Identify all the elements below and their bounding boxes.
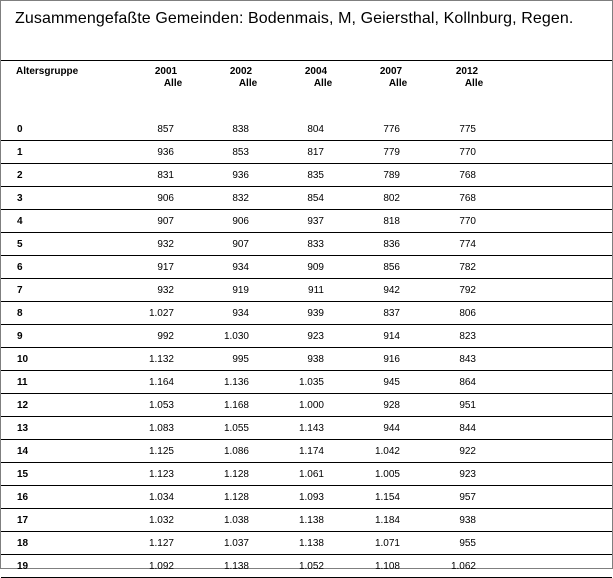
- value-cell: 909: [307, 262, 324, 273]
- value-cell: 804: [307, 124, 324, 135]
- column-header-sub: Alle: [464, 78, 484, 89]
- value-cell: 1.092: [148, 561, 174, 572]
- age-group-cell: 14: [17, 446, 29, 457]
- value-cell: 907: [157, 216, 174, 227]
- value-cell: 1.071: [374, 538, 400, 549]
- value-cell: 1.168: [223, 400, 249, 411]
- value-cell: 1.123: [148, 469, 174, 480]
- value-cell: 919: [232, 285, 249, 296]
- table-row: [1, 463, 612, 486]
- value-cell: 1.035: [298, 377, 324, 388]
- value-cell: 854: [307, 193, 324, 204]
- value-cell: 1.128: [223, 469, 249, 480]
- table-row: [1, 394, 612, 417]
- value-cell: 1.127: [148, 538, 174, 549]
- value-cell: 917: [157, 262, 174, 273]
- value-cell: 1.052: [298, 561, 324, 572]
- value-cell: 1.062: [450, 561, 476, 572]
- value-cell: 942: [383, 285, 400, 296]
- value-cell: 836: [383, 239, 400, 250]
- value-cell: 1.038: [223, 515, 249, 526]
- value-cell: 906: [157, 193, 174, 204]
- value-cell: 1.174: [298, 446, 324, 457]
- column-header-2012: [437, 66, 497, 90]
- value-cell: 1.034: [148, 492, 174, 503]
- value-cell: 802: [383, 193, 400, 204]
- column-header-sub: Alle: [313, 78, 333, 89]
- value-cell: 1.086: [223, 446, 249, 457]
- age-group-cell: 10: [17, 354, 29, 365]
- table-row: [1, 555, 612, 578]
- value-cell: 1.184: [374, 515, 400, 526]
- value-cell: 1.032: [148, 515, 174, 526]
- value-cell: 1.108: [374, 561, 400, 572]
- value-cell: 922: [459, 446, 476, 457]
- value-cell: 992: [157, 331, 174, 342]
- age-group-cell: 11: [17, 377, 28, 388]
- age-group-cell: 12: [17, 400, 29, 411]
- value-cell: 838: [232, 124, 249, 135]
- column-header-year: 2004: [304, 66, 328, 77]
- age-group-cell: 16: [17, 492, 29, 503]
- value-cell: 1.053: [148, 400, 174, 411]
- value-cell: 932: [157, 285, 174, 296]
- table-row: [1, 532, 612, 555]
- column-header-2001: [136, 66, 196, 90]
- table-row: [1, 371, 612, 394]
- value-cell: 1.136: [223, 377, 249, 388]
- column-header-sub: Alle: [238, 78, 258, 89]
- value-cell: 951: [459, 400, 476, 411]
- value-cell: 936: [157, 147, 174, 158]
- value-cell: 1.005: [374, 469, 400, 480]
- value-cell: 916: [383, 354, 400, 365]
- value-cell: 938: [307, 354, 324, 365]
- table-row: [1, 233, 612, 256]
- value-cell: 1.138: [298, 515, 324, 526]
- value-cell: 770: [459, 147, 476, 158]
- value-cell: 995: [232, 354, 249, 365]
- table-row: [1, 348, 612, 371]
- column-header-year: 2007: [379, 66, 403, 77]
- value-cell: 1.055: [223, 423, 249, 434]
- value-cell: 1.138: [298, 538, 324, 549]
- value-cell: 857: [157, 124, 174, 135]
- data-table: [1, 118, 612, 578]
- value-cell: 1.042: [374, 446, 400, 457]
- age-group-cell: 18: [17, 538, 29, 549]
- value-cell: 832: [232, 193, 249, 204]
- value-cell: 770: [459, 216, 476, 227]
- value-cell: 779: [383, 147, 400, 158]
- value-cell: 937: [307, 216, 324, 227]
- value-cell: 789: [383, 170, 400, 181]
- value-cell: 782: [459, 262, 476, 273]
- value-cell: 914: [383, 331, 400, 342]
- value-cell: 1.093: [298, 492, 324, 503]
- column-header-sub: Alle: [388, 78, 408, 89]
- value-cell: 768: [459, 193, 476, 204]
- value-cell: 939: [307, 308, 324, 319]
- table-row: [1, 210, 612, 233]
- table-row: [1, 509, 612, 532]
- age-group-cell: 2: [17, 170, 23, 181]
- value-cell: 923: [307, 331, 324, 342]
- column-header-2007: [361, 66, 421, 90]
- value-cell: 1.061: [298, 469, 324, 480]
- age-group-cell: 8: [17, 308, 23, 319]
- value-cell: 1.128: [223, 492, 249, 503]
- column-header-year: 2001: [154, 66, 178, 77]
- value-cell: 806: [459, 308, 476, 319]
- value-cell: 936: [232, 170, 249, 181]
- value-cell: 792: [459, 285, 476, 296]
- value-cell: 831: [157, 170, 174, 181]
- value-cell: 1.027: [148, 308, 174, 319]
- value-cell: 938: [459, 515, 476, 526]
- value-cell: 774: [459, 239, 476, 250]
- title-divider: [1, 60, 612, 61]
- value-cell: 911: [308, 285, 324, 296]
- value-cell: 843: [459, 354, 476, 365]
- age-group-cell: 0: [17, 124, 23, 135]
- value-cell: 775: [459, 124, 476, 135]
- value-cell: 945: [383, 377, 400, 388]
- value-cell: 844: [459, 423, 476, 434]
- value-cell: 955: [459, 538, 476, 549]
- value-cell: 934: [232, 262, 249, 273]
- value-cell: 1.030: [223, 331, 249, 342]
- value-cell: 818: [383, 216, 400, 227]
- value-cell: 907: [232, 239, 249, 250]
- table-row: [1, 325, 612, 348]
- column-header-2002: [211, 66, 271, 90]
- value-cell: 1.125: [148, 446, 174, 457]
- age-group-cell: 7: [17, 285, 23, 296]
- value-cell: 823: [459, 331, 476, 342]
- age-group-cell: 5: [17, 239, 23, 250]
- age-group-cell: 13: [17, 423, 29, 434]
- value-cell: 776: [383, 124, 400, 135]
- value-cell: 1.143: [298, 423, 324, 434]
- column-header-year: 2012: [455, 66, 479, 77]
- value-cell: 833: [307, 239, 324, 250]
- age-group-cell: 17: [17, 515, 29, 526]
- table-row: [1, 187, 612, 210]
- value-cell: 1.132: [148, 354, 174, 365]
- table-row: [1, 417, 612, 440]
- age-group-cell: 3: [17, 193, 23, 204]
- column-header-altersgruppe: Altersgruppe: [16, 66, 79, 77]
- table-row: [1, 118, 612, 141]
- value-cell: 944: [383, 423, 400, 434]
- column-header-2004: [286, 66, 346, 90]
- age-group-cell: 19: [17, 561, 29, 572]
- column-header-sub: Alle: [163, 78, 183, 89]
- value-cell: 837: [383, 308, 400, 319]
- column-header-year: 2002: [229, 66, 253, 77]
- value-cell: 817: [307, 147, 324, 158]
- value-cell: 835: [307, 170, 324, 181]
- table-row: [1, 440, 612, 463]
- value-cell: 934: [232, 308, 249, 319]
- report-title: Zusammengefaßte Gemeinden: Bodenmais, M, Geiersthal, Kollnburg, Regen.: [15, 10, 574, 27]
- age-group-cell: 6: [17, 262, 23, 273]
- age-group-cell: 9: [17, 331, 23, 342]
- table-row: [1, 256, 612, 279]
- age-group-cell: 1: [17, 147, 23, 158]
- value-cell: 1.037: [223, 538, 249, 549]
- value-cell: 923: [459, 469, 476, 480]
- value-cell: 932: [157, 239, 174, 250]
- value-cell: 856: [383, 262, 400, 273]
- table-row: [1, 141, 612, 164]
- value-cell: 768: [459, 170, 476, 181]
- table-row: [1, 486, 612, 509]
- value-cell: 1.000: [298, 400, 324, 411]
- age-group-cell: 4: [17, 216, 23, 227]
- value-cell: 1.164: [148, 377, 174, 388]
- value-cell: 1.083: [148, 423, 174, 434]
- value-cell: 906: [232, 216, 249, 227]
- table-row: [1, 164, 612, 187]
- value-cell: 853: [232, 147, 249, 158]
- age-group-cell: 15: [17, 469, 29, 480]
- value-cell: 928: [383, 400, 400, 411]
- value-cell: 1.138: [223, 561, 249, 572]
- table-row: [1, 302, 612, 325]
- value-cell: 864: [459, 377, 476, 388]
- value-cell: 957: [459, 492, 476, 503]
- table-row: [1, 279, 612, 302]
- value-cell: 1.154: [374, 492, 400, 503]
